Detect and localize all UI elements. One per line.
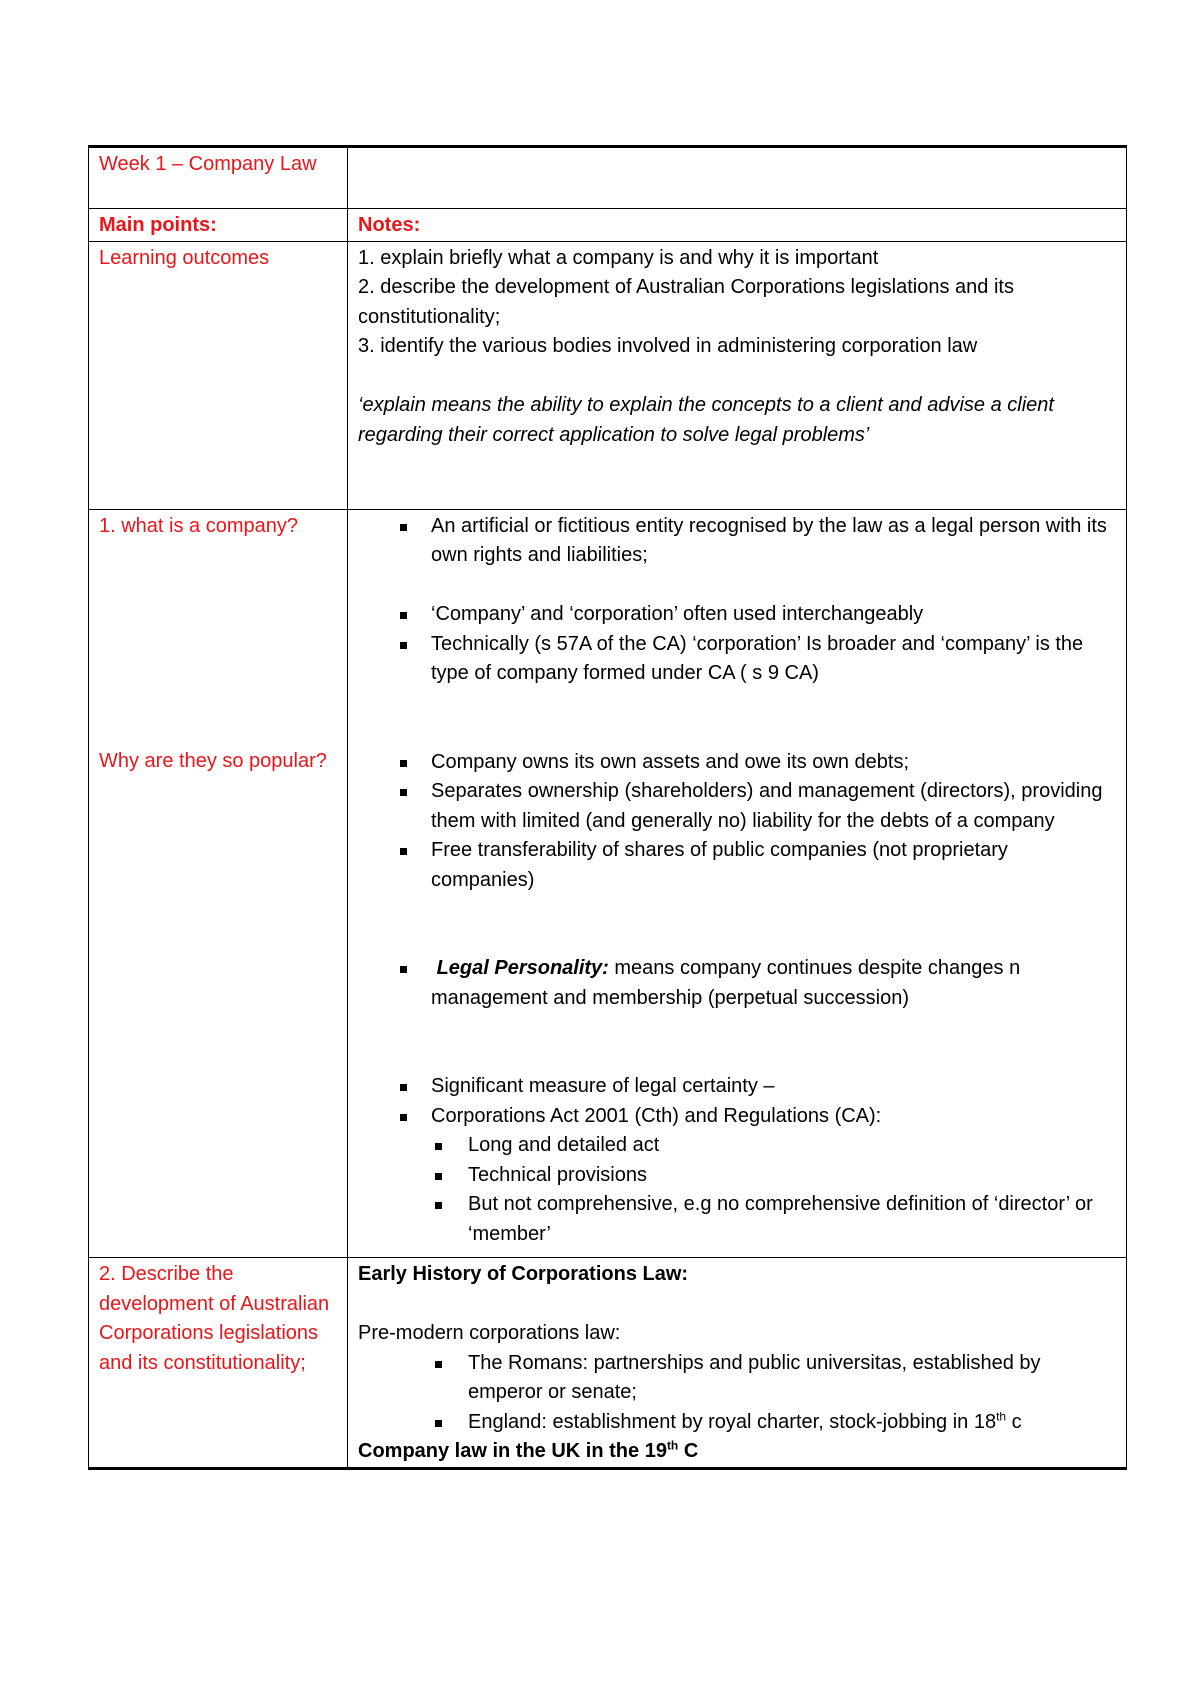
list-item: The Romans: partnerships and public universitas, established by emperor or senate;: [358, 1349, 1116, 1408]
what-is-company-label: 1. what is a company?: [99, 514, 298, 537]
list-item: Significant measure of legal certainty –: [358, 1072, 1116, 1102]
list-item: An artificial or fictitious entity recognised by the law as a legal person with its own rights and liabilities;: [358, 512, 1116, 571]
list-item: Long and detailed act: [358, 1131, 1116, 1161]
outcome-item: 3. identify the various bodies involved in administering corporation law: [358, 335, 978, 357]
learning-outcomes-cell: [89, 241, 348, 509]
doc-title: Week 1 – Company Law: [99, 153, 317, 175]
notes-table: [88, 145, 1127, 1470]
outcome-item: 1. explain briefly what a company is and why it is important: [358, 246, 879, 269]
learning-outcomes-label: Learning outcomes: [99, 246, 270, 269]
list-item: Technical provisions: [358, 1161, 1116, 1191]
header-row: [89, 209, 1127, 242]
list-item: England: establishment by royal charter, stock-jobbing in 18th c: [358, 1408, 1116, 1438]
popular-bullets: [358, 748, 1116, 896]
development-row: [89, 1258, 1127, 1469]
early-history-heading: Early History of Corporations Law:: [358, 1263, 689, 1285]
premodern-heading: Pre-modern corporations law:: [358, 1322, 621, 1344]
why-popular-label: Why are they so popular?: [99, 750, 327, 772]
title-cell: [89, 147, 348, 209]
main-points-header: Main points:: [89, 209, 348, 242]
list-item: Technically (s 57A of the CA) ‘corporation’ Is broader and ‘company’ is the type of company formed under CA ( s 9 CA): [358, 630, 1116, 689]
development-label-cell: [89, 1258, 348, 1469]
list-item: Company owns its own assets and owe its own debts;: [358, 748, 1116, 778]
title-row: [89, 147, 1127, 209]
list-item: ‘Company’ and ‘corporation’ often used interchangeably: [358, 600, 1116, 630]
outcome-item: 2. describe the development of Australian Corporations legislations and its constitutionality;: [358, 276, 1014, 328]
premodern-bullets: [358, 1349, 1116, 1438]
ca-sub-bullets: [358, 1131, 1116, 1249]
list-item: But not comprehensive, e.g no comprehensive definition of ‘director’ or ‘member’: [358, 1190, 1116, 1249]
certainty-bullets: [358, 1072, 1116, 1131]
company-notes-cell: [348, 509, 1127, 1258]
development-label: 2. Describe the development of Australian Corporations legislations and its constitutionality;: [99, 1263, 330, 1374]
list-item: Corporations Act 2001 (Cth) and Regulations (CA):: [358, 1102, 1116, 1132]
company-bullets: [358, 512, 1116, 571]
learning-outcomes-row: [89, 241, 1127, 509]
uk-company-law-heading: Company law in the UK in the 19th C: [358, 1438, 699, 1462]
explain-note: ‘explain means the ability to explain the concepts to a client and advise a client regarding their correct application to solve legal problems’: [358, 394, 1054, 446]
learning-outcomes-notes: [348, 241, 1127, 509]
list-item: Separates ownership (shareholders) and management (directors), providing them with limited (and generally no) liability for the debts of a company: [358, 777, 1116, 836]
notes-header: Notes:: [348, 209, 1127, 242]
title-blank-cell: [348, 147, 1127, 209]
development-notes-cell: [348, 1258, 1127, 1469]
company-label-cell: [89, 509, 348, 1258]
legal-personality-item: Legal Personality: means company continues despite changes n management and membership (perpetual succession): [358, 954, 1116, 1013]
company-row: [89, 509, 1127, 1258]
list-item: Free transferability of shares of public companies (not proprietary companies): [358, 836, 1116, 895]
